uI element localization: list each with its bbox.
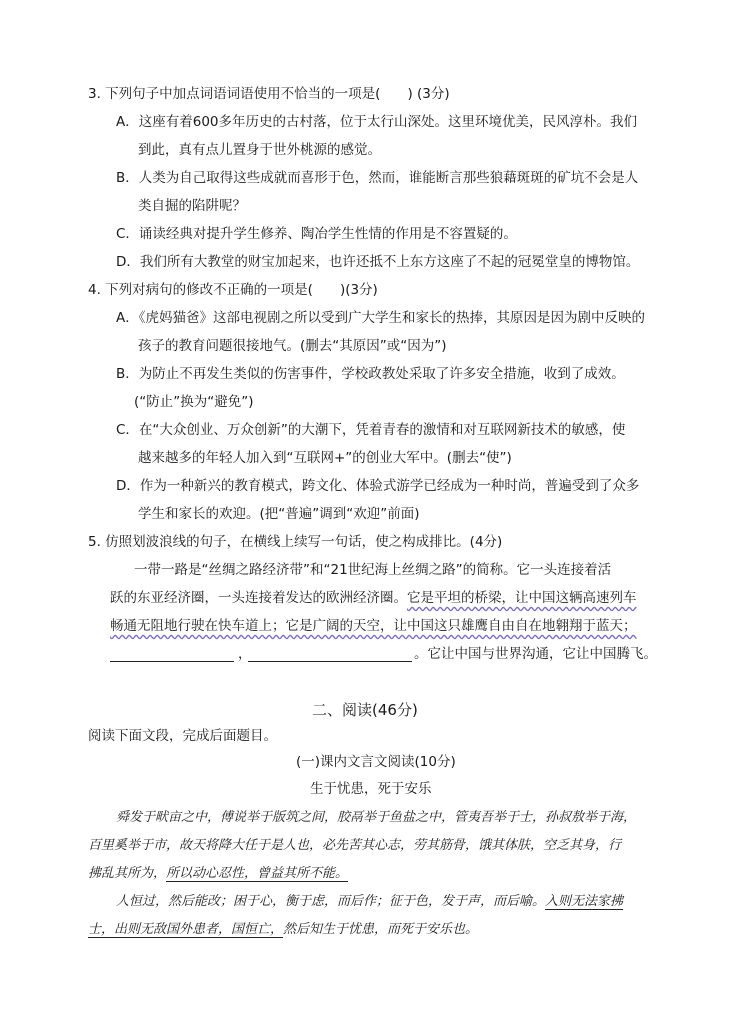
- q4-option-a-line2: 孩子的教育问题很接地气。(删去“其原因”或“因为”): [138, 338, 447, 354]
- q5-passage-line2-plain: 跃的东亚经济圈，一头连接着发达的欧洲经济圈。: [110, 590, 407, 606]
- q4-option-d-line2: 学生和家长的欢迎。(把“普遍”调到“欢迎”前面): [138, 506, 420, 522]
- q5-answer-blank-2[interactable]: [248, 661, 412, 662]
- classical-line4: [116, 893, 623, 911]
- section-intro: 阅读下面文段，完成后面题目。: [88, 728, 277, 744]
- q3-option-b-line2: 类自掘的陷阱呢？: [138, 198, 246, 214]
- text-title: 生于忧患，死于安乐: [310, 781, 432, 797]
- q4-stem: 4. 下列对病句的修改不正确的一项是( )(3分): [88, 282, 378, 298]
- q5-stem: 5. 仿照划波浪线的句子，在横线上续写一句话，使之构成排比。(4分): [88, 534, 503, 550]
- classical-line5: [88, 921, 478, 939]
- subsection-title: (一)课内文言文阅读(10分): [296, 754, 456, 770]
- q3-option-c: C．诵读经典对提升学生修养、陶冶学生性情的作用是不容置疑的。: [116, 226, 517, 242]
- classical-line1: 舜发于畎亩之中，傅说举于版筑之间，胶鬲举于鱼盐之中，管夷吾举于士，孙叔敖举于海，: [116, 810, 637, 825]
- q3-stem: 3. 下列句子中加点词语词语使用不恰当的一项是( ) (3分): [88, 86, 450, 102]
- q4-option-a-line1: A．《虎妈猫爸》这部电视剧之所以受到广大学生和家长的热捧，其原因是因为剧中反映的: [116, 310, 645, 326]
- q3-option-a-line1: A．这座有着600多年历史的古村落，位于太行山深处。这里环境优美，民风淳朴。我们: [116, 114, 638, 130]
- q5-passage-line1: 一带一路是“丝绸之路经济带”和“21世纪海上丝绸之路”的简称。它一头连接着活: [134, 562, 612, 578]
- classical-line3: [88, 865, 348, 883]
- classical-line5-plain: 然后知生于忧患，而死于安乐也。: [283, 922, 479, 937]
- q4-option-b-line2: (“防止”换为“避免”): [134, 394, 254, 410]
- q5-comma: ，: [238, 646, 252, 662]
- q3-option-d: D．我们所有大教堂的财宝加起来，也许还抵不上东方这座了不起的冠冕堂皇的博物馆。: [116, 254, 640, 270]
- classical-line3-plain: 拂乱其所为，: [88, 866, 167, 881]
- q4-option-c-line1: C．在“大众创业、万众创新”的大潮下，凭着青春的激情和对互联网新技术的敏感，使: [116, 422, 626, 438]
- q3-option-b-line1: B．人类为自己取得这些成就而喜形于色，然而，谁能断言那些狼藉斑斑的矿坑不会是人: [116, 170, 639, 186]
- classical-underlined-sentence-1: 所以动心忍性，曾益其所不能。: [166, 866, 349, 881]
- q4-option-c-line2: 越来越多的年轻人加入到“互联网+”的创业大军中。(删去“使”): [138, 450, 512, 466]
- q4-option-d-line1: D．作为一种新兴的教育模式，跨文化、体验式游学已经成为一种时尚，普遍受到了众多: [116, 478, 640, 494]
- q5-wavy-sentence-end: 畅通无阻地行驶在快车道上；它是广阔的天空，让中国这只雄鹰自由自在地翱翔于蓝天；: [110, 618, 637, 634]
- classical-underlined-sentence-2-end: 士，出则无敌国外患者，国恒亡，: [88, 922, 284, 937]
- classical-underlined-sentence-2-start: 入则无法家拂: [545, 894, 624, 909]
- classical-line2: 百里奚举于市，故天将降大任于是人也，必先苦其心志，劳其筋骨，饿其体肤，空乏其身，行: [88, 838, 622, 853]
- section-title: 二、阅读(46分): [312, 701, 418, 719]
- q5-passage-line4-end: 。它让中国与世界沟通，它让中国腾飞。: [414, 646, 657, 662]
- classical-line4-plain: 人恒过，然后能改；困于心，衡于虑，而后作；征于色，发于声，而后喻。: [116, 894, 546, 909]
- q5-passage-line3: [110, 617, 637, 635]
- q4-option-b-line1: B．为防止不再发生类似的伤害事件，学校政教处采取了许多安全措施，收到了成效。: [116, 366, 625, 382]
- q3-option-a-line2: 到此，真有点儿置身于世外桃源的感觉。: [138, 142, 381, 158]
- q5-answer-blank-1[interactable]: [110, 661, 234, 662]
- q5-wavy-sentence-start: 它是平坦的桥梁，让中国这辆高速列车: [407, 590, 637, 606]
- q5-passage-line2: [110, 589, 637, 607]
